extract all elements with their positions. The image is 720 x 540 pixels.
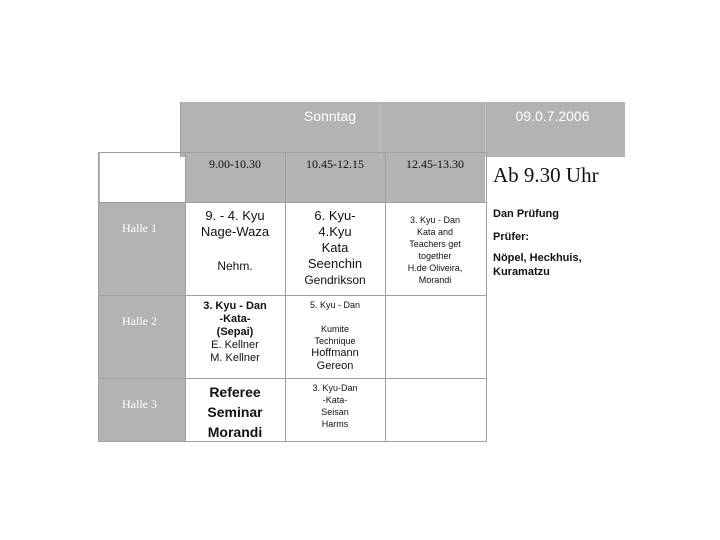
hall-label-3: Halle 3	[122, 397, 157, 411]
cell-line: Seminar	[207, 404, 263, 420]
cell-line: E. Kellner	[211, 339, 259, 351]
cell-line: Harms	[321, 419, 349, 429]
cell-line: Kata	[321, 240, 349, 255]
cell-line: Gereon	[316, 360, 354, 372]
cell-hall1-slot3	[385, 214, 485, 286]
hall-label-2: Halle 2	[122, 314, 157, 328]
cell-line: 6. Kyu-	[314, 208, 356, 223]
cell-line: 3. Kyu - Dan	[409, 215, 461, 225]
cell-line: Morandi	[207, 424, 263, 440]
cell-line: -Kata-	[322, 395, 348, 405]
cell-line: 3. Kyu-Dan	[312, 383, 358, 393]
cell-hall3-slot2	[285, 382, 385, 430]
cell-hall2-slot2	[285, 299, 385, 373]
cell-line: Seenchin	[307, 256, 363, 271]
side-note-title: Ab 9.30 Uhr	[493, 163, 599, 187]
cell-line: H.de Oliveira,	[407, 263, 463, 273]
cell-hall1-slot1	[185, 208, 285, 274]
cell-line: 3. Kyu - Dan	[203, 300, 267, 312]
cell-line: 9. - 4. Kyu	[205, 208, 265, 223]
header-day: Sonntag	[303, 108, 357, 124]
cell-line: 5. Kyu - Dan	[309, 300, 361, 310]
cell-line: Nage-Waza	[200, 224, 270, 239]
cell-line: Teachers get	[409, 239, 461, 249]
cell-line: Kumite	[320, 324, 349, 334]
cell-hall1-slot2	[285, 208, 385, 288]
cell-hall2-slot1	[185, 300, 285, 365]
cell-line: Morandi	[418, 275, 452, 285]
cell-line: 4.Kyu	[318, 224, 352, 239]
cell-line: together	[418, 251, 452, 261]
time-slot-3: 12.45-13.30	[406, 157, 464, 171]
time-slot-2: 10.45-12.15	[306, 157, 364, 171]
cell-line: Nehm.	[217, 259, 253, 273]
cell-line: Technique	[314, 336, 356, 346]
side-note-line-3: Nöpel, Heckhuis,	[493, 252, 582, 264]
cell-line: Referee	[209, 384, 261, 400]
side-note-line-1: Dan Prüfung	[493, 208, 559, 220]
cell-hall3-slot1	[185, 382, 285, 442]
cell-line: Seisan	[321, 407, 349, 417]
time-slot-1: 9.00-10.30	[209, 157, 261, 171]
cell-line: (Sepai)	[216, 326, 254, 338]
cell-line: M. Kellner	[210, 352, 260, 364]
cell-line: Kata and	[416, 227, 454, 237]
cell-line: Gendrikson	[304, 273, 366, 287]
cell-line: Hoffmann	[311, 347, 359, 359]
header-date: 09.0.7.2006	[515, 108, 590, 124]
side-note-line-4: Kuramatzu	[493, 266, 550, 278]
hall-label-1: Halle 1	[122, 221, 157, 235]
cell-line: -Kata-	[219, 313, 251, 325]
side-note-line-2: Prüfer:	[493, 231, 530, 243]
